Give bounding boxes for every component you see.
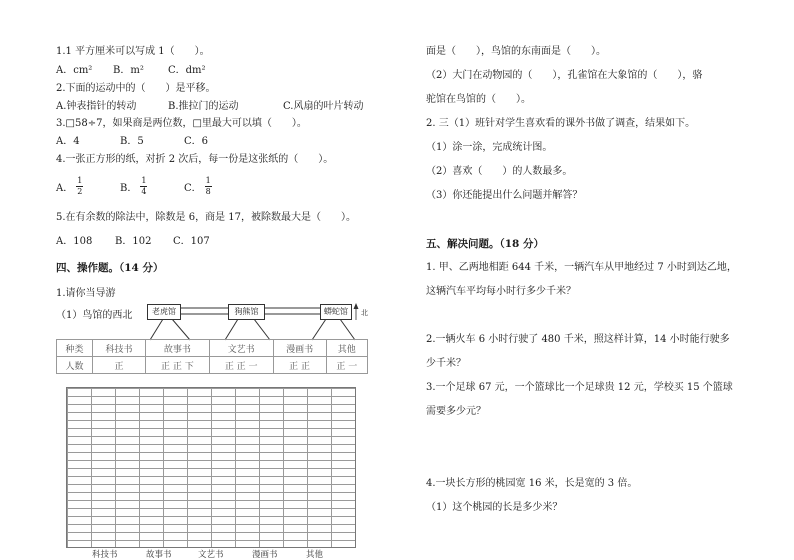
tiger-pavilion: 老虎馆: [147, 304, 181, 320]
denominator: 4: [141, 187, 147, 196]
q5-option-a: A．108: [56, 236, 93, 247]
header-comics: 漫画书: [273, 340, 326, 357]
header-science: 科技书: [92, 340, 145, 357]
q5-option-b: B．102: [115, 236, 152, 247]
tally-literature: 正 正 一: [209, 357, 273, 374]
row-label-count: 人数: [57, 357, 93, 374]
question-1: 1.1 平方厘米可以写成 1（ ）。: [56, 46, 210, 57]
q2-option-c: C.风扇的叶片转动: [283, 101, 364, 112]
denominator: 8: [205, 187, 211, 196]
question-2: 2.下面的运动中的（ ）是平移。: [56, 83, 216, 94]
tally-story: 正 正 下: [145, 357, 209, 374]
survey-question: 2. 三（1）班针对学生喜欢看的课外书做了调查，结果如下。: [426, 118, 696, 129]
problem-1-line-1: 1. 甲、乙两地相距 644 千米，一辆汽车从甲地经过 7 小时到达乙地，: [426, 262, 737, 273]
right-line-2: （2）大门在动物园的（ ），孔雀馆在大象馆的（ ），骆: [426, 70, 703, 81]
grid-category-story: 故事书: [146, 550, 172, 560]
q3-option-a: A．4: [56, 136, 80, 147]
q4-option-c-letter: C．: [184, 183, 202, 194]
section-4-title: 四、操作题。（14 分）: [56, 262, 164, 274]
survey-sub-2: （2）喜欢（ ）的人数最多。: [426, 166, 573, 177]
right-line-1: 面是（ ），鸟馆的东南面是（ ）。: [426, 46, 606, 57]
numerator: 1: [141, 176, 147, 185]
q4-option-b-letter: B．: [120, 183, 138, 194]
header-story: 故事书: [145, 340, 209, 357]
section-5-title: 五、解决问题。（18 分）: [426, 238, 545, 250]
blank-bar-chart-grid[interactable]: [66, 387, 356, 548]
q5-option-c: C．107: [173, 236, 210, 247]
numerator: 1: [205, 176, 211, 185]
survey-sub-1: （1）涂一涂，完成统计图。: [426, 142, 553, 153]
tally-comics: 正 正: [273, 357, 326, 374]
north-label: 北: [361, 309, 368, 317]
grid-category-comics: 漫画书: [252, 550, 278, 560]
table-header-row: [57, 340, 368, 357]
numerator: 1: [77, 176, 83, 185]
bear-pavilion: 狗熊馆: [228, 304, 265, 320]
header-literature: 文艺书: [209, 340, 273, 357]
problem-1-line-2: 这辆汽车平均每小时行多少千米？: [426, 286, 576, 297]
problem-3-line-1: 3.一个足球 67 元，一个篮球比一个足球贵 12 元，学校买 15 个篮球: [426, 382, 733, 393]
header-category: 种类: [57, 340, 93, 357]
grid-category-literature: 文艺书: [198, 550, 224, 560]
q2-option-a: A.钟表指针的转动: [56, 101, 137, 112]
grid-category-science: 科技书: [92, 550, 118, 560]
question-5: 5.在有余数的除法中，除数是 6，商是 17，被除数最大是（ ）。: [56, 212, 356, 223]
tally-table: [56, 339, 368, 374]
table-row: [57, 357, 368, 374]
denominator: 2: [77, 187, 83, 196]
question-4: 4.一张正方形的纸，对折 2 次后，每一份是这张纸的（ ）。: [56, 154, 334, 165]
python-pavilion: 蟒蛇馆: [320, 304, 352, 320]
problem-2-line-1: 2.一辆火车 6 小时行驶了 480 千米，照这样计算，14 小时能行驶多: [426, 334, 730, 345]
problem-3-line-2: 需要多少元？: [426, 406, 486, 417]
q1-option-c: C．dm²: [168, 65, 206, 76]
q1-option-a: A．cm²: [56, 65, 93, 76]
problem-4: 4.一块长方形的桃园宽 16 米，长是宽的 3 倍。: [426, 478, 638, 489]
q3-option-c: C．6: [184, 136, 209, 147]
section-4-question-1: 1.请你当导游: [56, 288, 116, 299]
q4-option-a-letter: A．: [56, 183, 74, 194]
grid-category-other: 其他: [306, 550, 324, 560]
q3-option-b: B．5: [120, 136, 144, 147]
survey-sub-3: （3）你还能提出什么问题并解答？: [426, 190, 583, 201]
header-other: 其他: [326, 340, 367, 357]
q1-option-b: B．m²: [113, 65, 144, 76]
tally-other: 正 一: [326, 357, 367, 374]
problem-4-sub-1: （1）这个桃园的长是多少米？: [426, 502, 563, 513]
right-line-3: 驼馆在鸟馆的（ ）。: [426, 94, 531, 105]
tally-science: 正: [92, 357, 145, 374]
question-3: 3.□58÷7，如果商是两位数，□里最大可以填（ ）。: [56, 118, 307, 129]
q2-option-b: B.推拉门的运动: [168, 101, 239, 112]
section-4-question-1-sub: （1）鸟馆的西北: [56, 310, 133, 321]
problem-2-line-2: 少千米？: [426, 358, 466, 369]
